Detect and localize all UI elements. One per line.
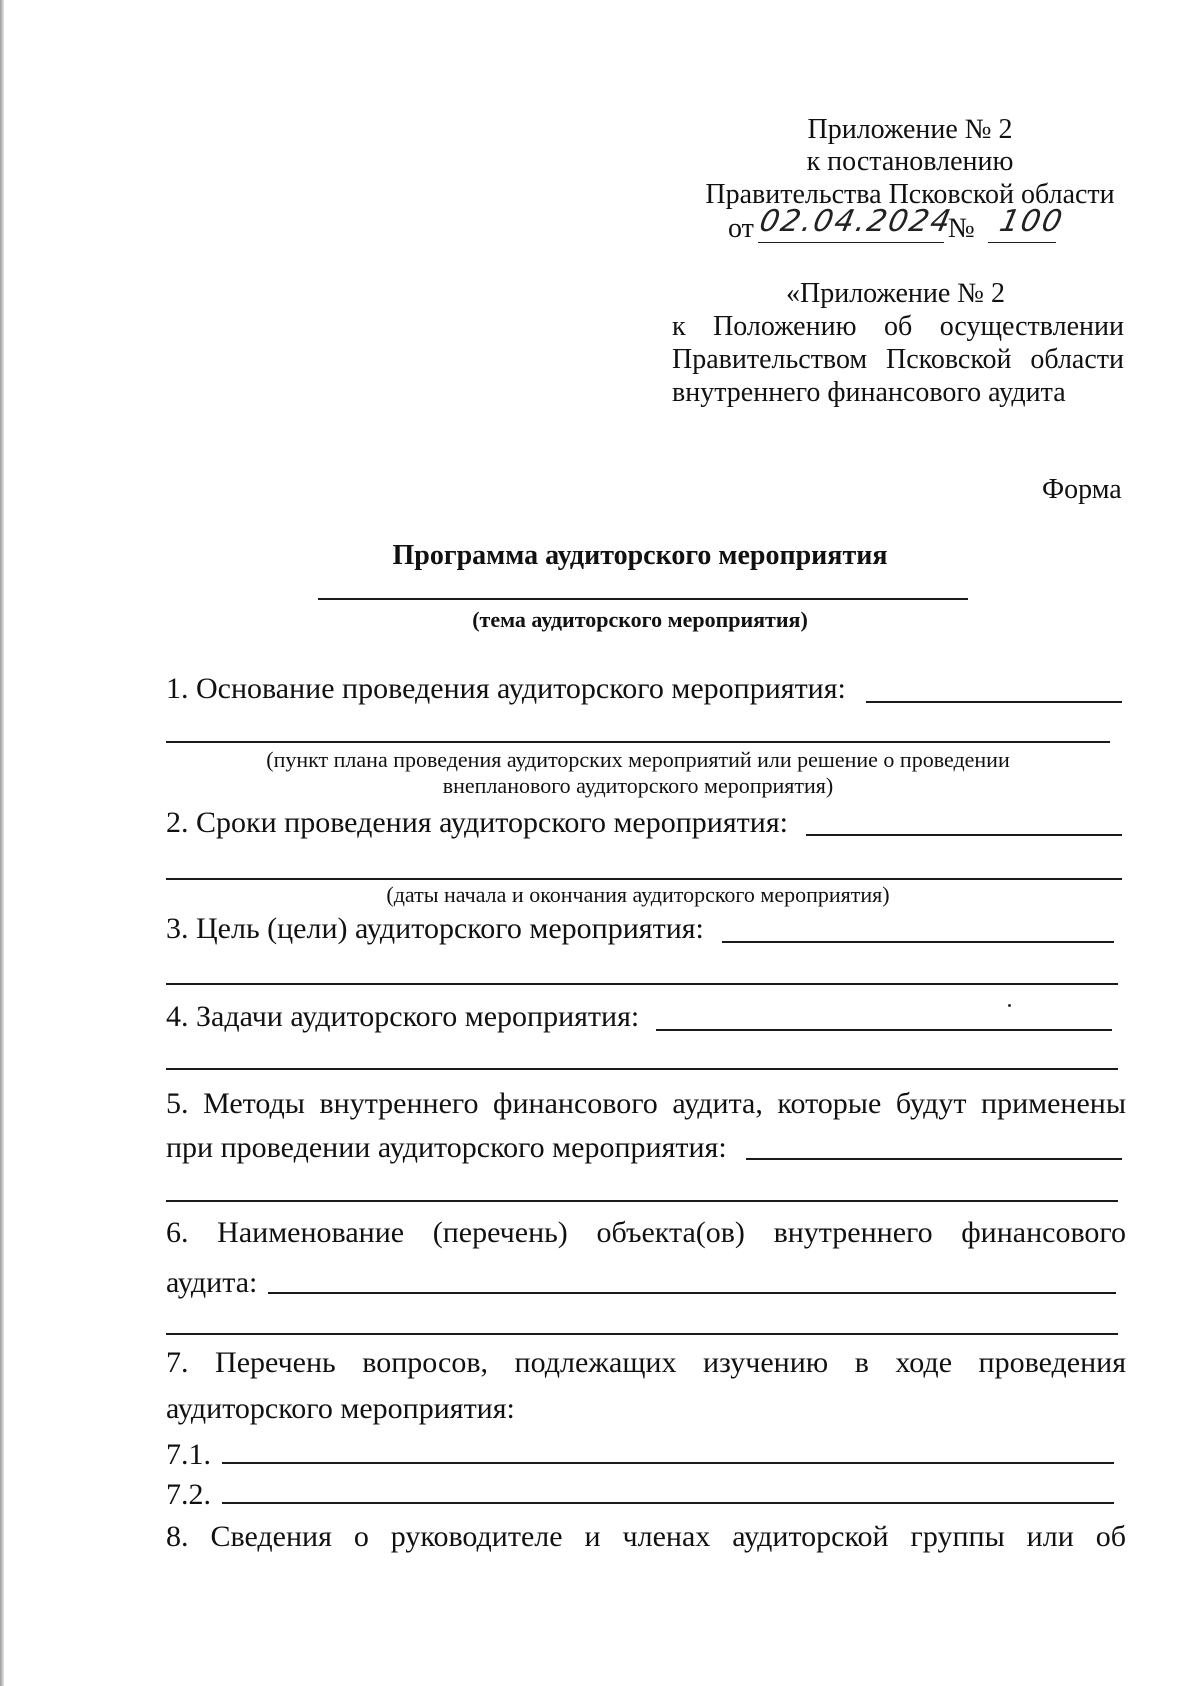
item-2-label: 2. Сроки проведения аудиторского мероприятия: — [166, 806, 788, 839]
appendix-line-3: Правительства Псковской области — [705, 179, 1115, 210]
scan-speck — [1008, 1004, 1011, 1007]
regulation-line-2: к Положению об осуществлении — [672, 311, 1124, 342]
item-3-label: 3. Цель (цели) аудиторского мероприятия: — [166, 912, 704, 945]
date-prefix: от — [728, 213, 754, 244]
handwritten-number: 100 — [996, 204, 1068, 239]
number-prefix: № — [948, 213, 975, 244]
scan-edge — [0, 0, 4, 1686]
form-label: Форма — [1042, 474, 1122, 505]
item-1-caption-line-1: (пункт плана проведения аудиторских мероприятий или решение о проведении — [266, 747, 1010, 772]
item-2-blank-line — [166, 878, 1122, 880]
item-6-line-1: 6. Наименование (перечень) объекта(ов) внутреннего финансового — [166, 1216, 1126, 1249]
topic-caption: (тема аудиторского мероприятия) — [472, 607, 808, 632]
item-6-blank-inline — [268, 1292, 1116, 1294]
item-2-caption: (даты начала и окончания аудиторского мероприятия) — [386, 882, 890, 907]
handwritten-date: 02.04.2024 — [756, 204, 956, 239]
item-7-1-blank-line — [222, 1462, 1114, 1464]
item-6-blank-line — [166, 1333, 1118, 1335]
item-1-blank-inline — [866, 701, 1122, 703]
item-8-line-1: 8. Сведения о руководителе и членах аудиторской группы или об — [166, 1520, 1126, 1553]
item-1-caption-line-2: внепланового аудиторского мероприятия) — [442, 773, 834, 798]
appendix-line-2: к постановлению — [806, 146, 1014, 177]
item-1-blank-line — [166, 741, 1110, 743]
document-title: Программа аудиторского мероприятия — [392, 540, 888, 571]
item-7-2-blank-line — [222, 1502, 1114, 1504]
topic-blank-line — [318, 598, 968, 600]
item-7-2-label: 7.2. — [166, 1478, 211, 1511]
item-2-blank-inline — [806, 834, 1122, 836]
regulation-line-3: Правительством Псковской области — [672, 344, 1124, 375]
item-5-blank-inline — [746, 1158, 1122, 1160]
item-4-label: 4. Задачи аудиторского мероприятия: — [166, 1000, 640, 1033]
appendix-line-1: Приложение № 2 — [807, 114, 1013, 145]
item-3-blank-inline — [722, 941, 1114, 943]
item-1-label: 1. Основание проведения аудиторского мероприятия: — [166, 672, 846, 705]
item-4-blank-inline — [656, 1029, 1112, 1031]
item-4-blank-line — [166, 1068, 1118, 1070]
item-5-line-1: 5. Методы внутреннего финансового аудита, которые будут применены — [166, 1087, 1126, 1120]
item-3-blank-line — [166, 983, 1118, 985]
item-5-blank-line — [166, 1200, 1118, 1202]
item-7-1-label: 7.1. — [166, 1438, 211, 1471]
item-6-line-2: аудита: — [166, 1266, 258, 1299]
regulation-line-1: «Приложение № 2 — [786, 278, 1005, 309]
item-7-line-1: 7. Перечень вопросов, подлежащих изучению в ходе проведения — [166, 1346, 1126, 1379]
regulation-line-4: внутреннего финансового аудита — [672, 377, 1066, 408]
number-underline — [988, 242, 1056, 243]
date-underline — [758, 242, 944, 243]
item-7-line-2: аудиторского мероприятия: — [166, 1392, 515, 1425]
item-5-line-2: при проведении аудиторского мероприятия: — [166, 1131, 727, 1164]
